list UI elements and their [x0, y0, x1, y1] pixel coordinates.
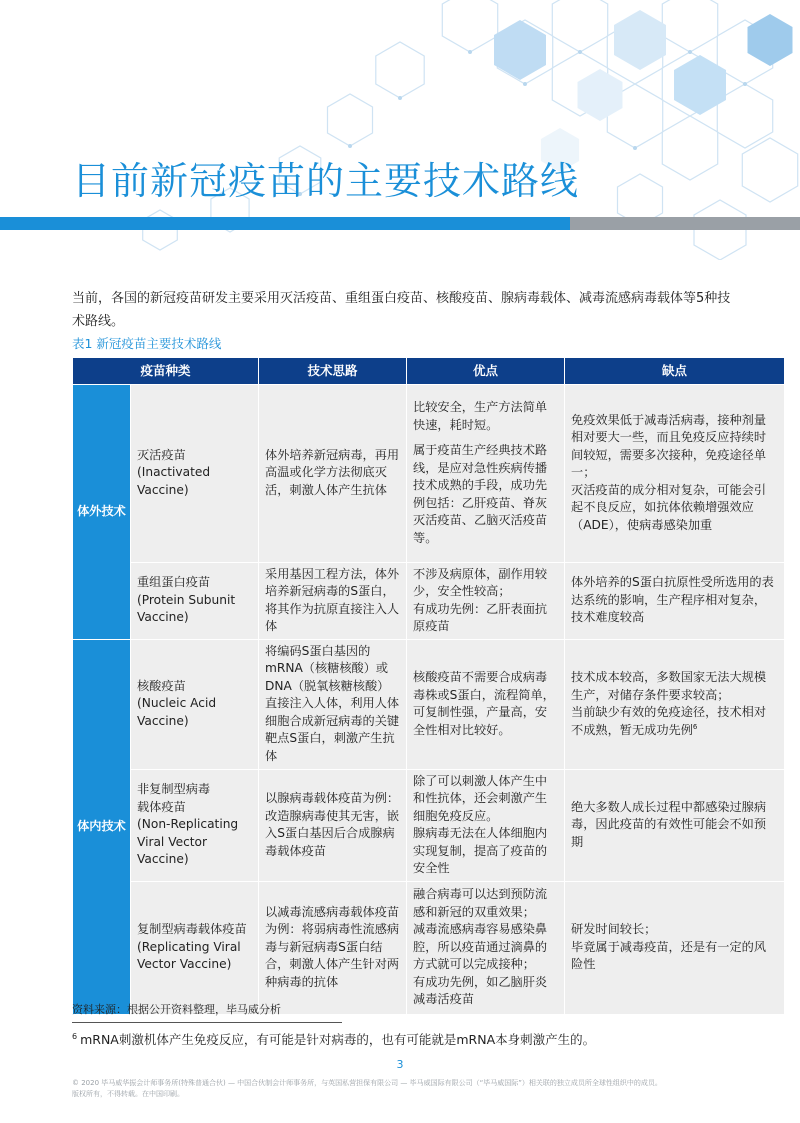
vaccine-name-cell: 非复制型病毒 载体疫苗 (Non-Replicating Viral Vector Vaccine)	[131, 769, 259, 881]
header-pros: 优点	[407, 358, 565, 384]
vaccine-routes-table	[72, 358, 785, 1015]
cons-cell: 绝大多数人成长过程中都感染过腺病毒，因此疫苗的有效性可能会不如预期	[565, 769, 785, 881]
approach-cell: 将编码S蛋白基因的mRNA（核糖核酸）或DNA（脱氧核糖核酸）直接注入人体，利用人体细胞合成新冠病毒的关键靶点S蛋白，刺激产生抗体	[259, 639, 407, 769]
pros-cell: 比较安全，生产方法简单快速，耗时短。 属于疫苗生产经典技术路线，是应对急性疾病传播技术成熟的手段，成功先例包括：乙肝疫苗、脊灰灭活疫苗、乙脑灭活疫苗等。	[407, 384, 565, 562]
category-in-vivo: 体内技术	[73, 639, 131, 1014]
intro-paragraph: 当前，各国的新冠疫苗研发主要采用灭活疫苗、重组蛋白疫苗、核酸疫苗、腺病毒载体、减毒流感病毒载体等5种技术路线。	[72, 291, 731, 329]
title-underline-gray	[570, 217, 800, 230]
vaccine-name-cell: 灭活疫苗 (Inactivated Vaccine)	[131, 384, 259, 562]
cons-cell: 免疫效果低于减毒活病毒，接种剂量相对要大一些，而且免疫反应持续时间较短，需要多次接种，免疫途径单一； 灭活疫苗的成分相对复杂，可能会引起不良反应，如抗体依赖增强效应（ADE），使病毒感染加重	[565, 384, 785, 562]
approach-cell: 以减毒流感病毒载体疫苗为例：将弱病毒性流感病毒与新冠病毒S蛋白结合，刺激人体产生针对两种病毒的抗体	[259, 881, 407, 1014]
footnote-ref: 6	[692, 722, 698, 731]
pros-cell: 不涉及病原体，副作用较少，安全性较高； 有成功先例：乙肝表面抗原疫苗	[407, 562, 565, 639]
table-row	[73, 562, 785, 639]
footnote-number: 6	[72, 1031, 78, 1041]
copyright-notice: © 2020 毕马威华振会计师事务所(特殊普通合伙) — 中国合伙制会计师事务所，与英国私营担保有限公司 — 毕马威国际有限公司（“毕马威国际”）相关联的独立成员所全球性组织中的成员。 版权所有，不得转载。在中国印刷。	[72, 1079, 662, 1098]
page-title: 目前新冠疫苗的主要技术路线	[72, 159, 580, 203]
approach-cell: 以腺病毒载体疫苗为例：改造腺病毒使其无害，嵌入S蛋白基因后合成腺病毒载体疫苗	[259, 769, 407, 881]
category-in-vitro: 体外技术	[73, 384, 131, 639]
approach-cell: 采用基因工程方法，体外培养新冠病毒的S蛋白，将其作为抗原直接注入人体	[259, 562, 407, 639]
footnote-divider	[72, 1022, 342, 1023]
cons-cell: 研发时间较长； 毕竟属于减毒疫苗，还是有一定的风险性	[565, 881, 785, 1014]
vaccine-name-cell: 复制型病毒载体疫苗 (Replicating Viral Vector Vaccine)	[131, 881, 259, 1014]
cons-cell: 技术成本较高，多数国家无法大规模生产，对储存条件要求较高； 当前缺少有效的免疫途径，技术相对不成熟，暂无成功先例$^6$	[565, 639, 785, 769]
table-row	[73, 769, 785, 881]
table-row	[73, 639, 785, 769]
source-note: 资料来源：根据公开资料整理，毕马威分析	[72, 1003, 281, 1016]
page-number: 3	[396, 1058, 404, 1071]
footnote	[72, 1030, 595, 1048]
header-vaccine-type: 疫苗种类	[73, 358, 259, 384]
title-underline-blue	[0, 217, 570, 230]
vaccine-name-cell: 核酸疫苗 (Nucleic Acid Vaccine)	[131, 639, 259, 769]
pros-cell: 核酸疫苗不需要合成病毒毒株或S蛋白，流程简单，可复制性强，产量高，安全性相对比较好。	[407, 639, 565, 769]
pros-cell: 融合病毒可以达到预防流感和新冠的双重效果； 减毒流感病毒容易感染鼻腔，所以疫苗通过滴鼻的方式就可以完成接种； 有成功先例，如乙脑肝炎减毒活疫苗	[407, 881, 565, 1014]
table-row	[73, 384, 785, 562]
footnote-text: mRNA刺激机体产生免疫反应，有可能是针对病毒的，也有可能就是mRNA本身刺激产生的。	[80, 1032, 596, 1047]
approach-cell: 体外培养新冠病毒，再用高温或化学方法彻底灭活，刺激人体产生抗体	[259, 384, 407, 562]
pros-cell: 除了可以刺激人体产生中和性抗体，还会刺激产生细胞免疫反应。 腺病毒无法在人体细胞内实现复制，提高了疫苗的安全性	[407, 769, 565, 881]
header-approach: 技术思路	[259, 358, 407, 384]
cons-cell: 体外培养的S蛋白抗原性受所选用的表达系统的影响，生产程序相对复杂，技术难度较高	[565, 562, 785, 639]
header-cons: 缺点	[565, 358, 785, 384]
table-header-row	[73, 358, 785, 384]
vaccine-name-cell: 重组蛋白疫苗 (Protein Subunit Vaccine)	[131, 562, 259, 639]
table-caption: 表1 新冠疫苗主要技术路线	[72, 336, 222, 351]
table-row	[73, 881, 785, 1014]
